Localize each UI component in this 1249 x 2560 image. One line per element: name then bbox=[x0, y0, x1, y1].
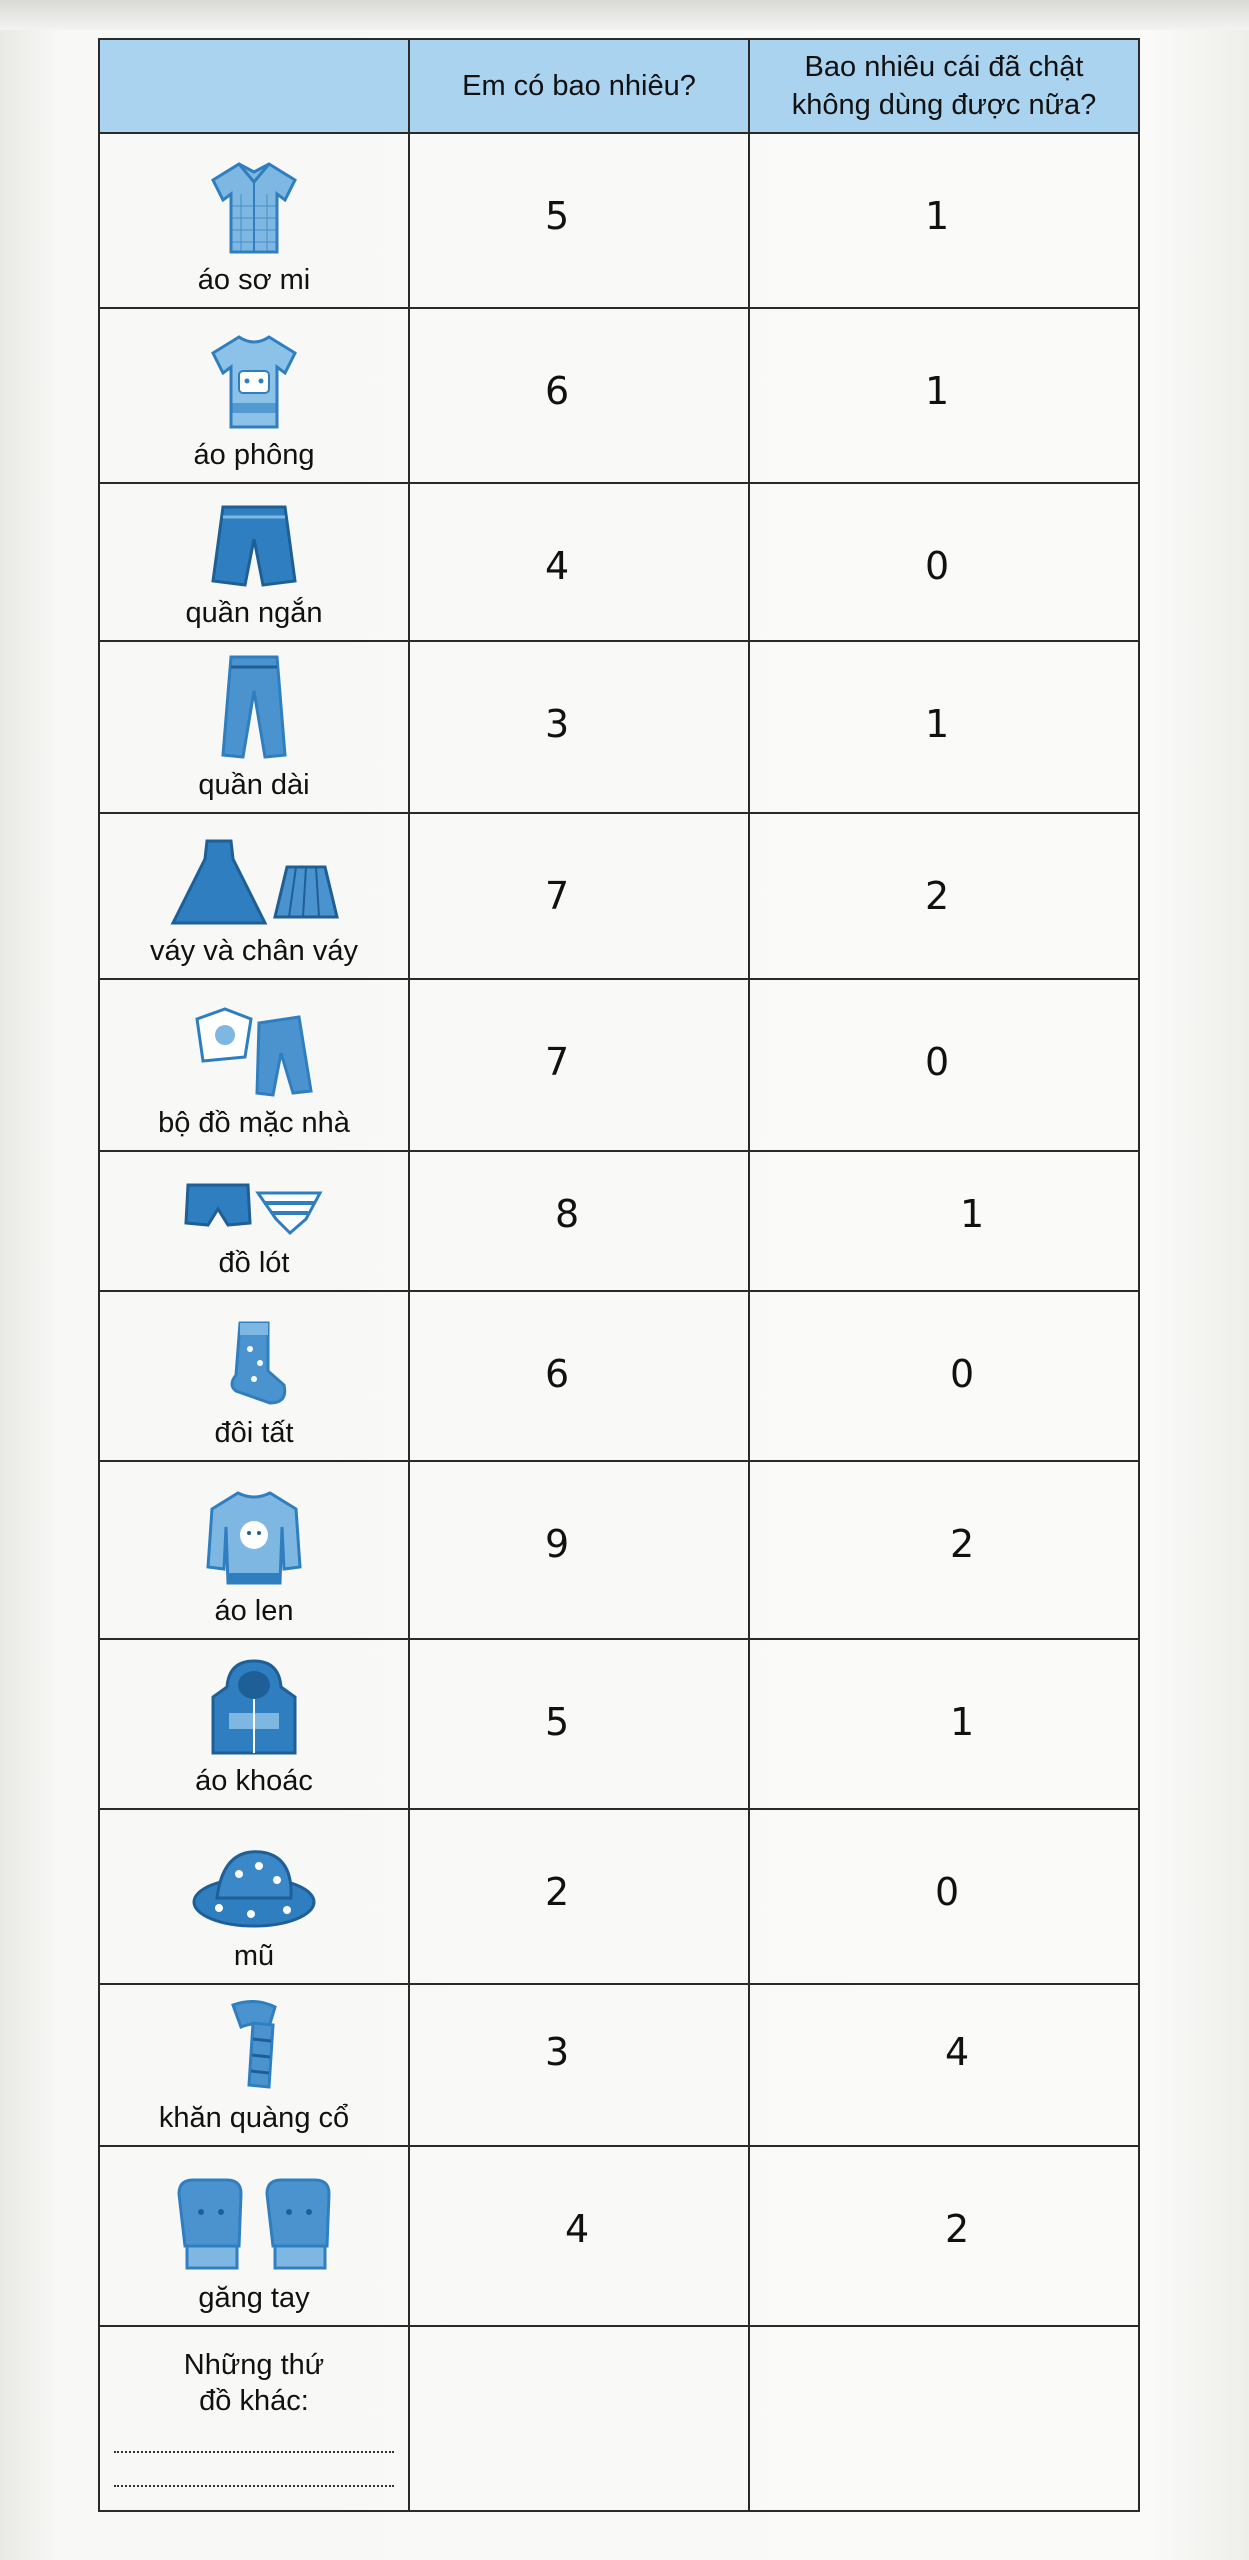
item-cell bbox=[99, 133, 409, 308]
header-count: Em có bao nhiêu? bbox=[409, 39, 749, 133]
write-line[interactable] bbox=[114, 2433, 394, 2453]
table-row bbox=[99, 483, 1139, 641]
other-items-label bbox=[100, 2327, 408, 2419]
sweater-icon bbox=[204, 1487, 304, 1587]
tight-cell: 1 bbox=[749, 133, 1139, 308]
clothing-inventory-table bbox=[98, 38, 1140, 2512]
tight-cell: 0 bbox=[749, 483, 1139, 641]
table-row bbox=[99, 2146, 1139, 2326]
socks-icon bbox=[214, 1319, 294, 1409]
item-cell bbox=[99, 979, 409, 1151]
shirt-icon bbox=[209, 156, 299, 256]
item-cell bbox=[99, 1291, 409, 1461]
pajamas-icon bbox=[189, 999, 319, 1099]
trousers-icon bbox=[219, 651, 289, 761]
item-cell bbox=[99, 1151, 409, 1291]
item-label: mũ bbox=[233, 1940, 275, 1972]
table-row bbox=[99, 308, 1139, 483]
tight-cell: 0 bbox=[749, 1809, 1139, 1984]
tight-cell: 2 bbox=[749, 2146, 1139, 2326]
table-row bbox=[99, 1151, 1139, 1291]
item-cell bbox=[99, 1984, 409, 2146]
item-cell bbox=[99, 483, 409, 641]
count-cell[interactable] bbox=[409, 2326, 749, 2511]
header-item bbox=[99, 39, 409, 133]
tight-cell: 2 bbox=[749, 813, 1139, 979]
dress-skirt-icon bbox=[169, 837, 339, 927]
count-cell: 4 bbox=[409, 483, 749, 641]
shorts-icon bbox=[209, 499, 299, 589]
table-row bbox=[99, 641, 1139, 813]
page-top-edge bbox=[0, 0, 1249, 30]
count-cell: 5 bbox=[409, 1639, 749, 1809]
item-cell bbox=[99, 2146, 409, 2326]
tight-cell: 1 bbox=[749, 1639, 1139, 1809]
count-cell: 3 bbox=[409, 1984, 749, 2146]
tight-cell: 1 bbox=[749, 641, 1139, 813]
header-row bbox=[99, 39, 1139, 133]
count-cell: 7 bbox=[409, 813, 749, 979]
item-cell bbox=[99, 813, 409, 979]
count-cell: 3 bbox=[409, 641, 749, 813]
table-row bbox=[99, 1809, 1139, 1984]
item-label: áo sơ mi bbox=[197, 264, 311, 296]
item-cell bbox=[99, 308, 409, 483]
tight-cell: 1 bbox=[749, 308, 1139, 483]
item-label: đôi tất bbox=[214, 1417, 294, 1449]
scarf-icon bbox=[219, 1999, 289, 2094]
count-cell: 5 bbox=[409, 133, 749, 308]
item-cell bbox=[99, 1461, 409, 1639]
header-tight: Bao nhiêu cái đã chật không dùng được nữa? bbox=[749, 39, 1139, 133]
item-cell bbox=[99, 1809, 409, 1984]
item-cell bbox=[99, 1639, 409, 1809]
tshirt-icon bbox=[209, 331, 299, 431]
item-label: áo phông bbox=[193, 439, 315, 471]
count-cell: 2 bbox=[409, 1809, 749, 1984]
jacket-icon bbox=[209, 1657, 299, 1757]
table-row bbox=[99, 1639, 1139, 1809]
gloves-icon bbox=[169, 2174, 339, 2274]
count-cell: 8 bbox=[409, 1151, 749, 1291]
table-row bbox=[99, 1984, 1139, 2146]
hat-icon bbox=[189, 1842, 319, 1932]
write-line[interactable] bbox=[114, 2467, 394, 2487]
tight-cell: 0 bbox=[749, 979, 1139, 1151]
item-cell bbox=[99, 2326, 409, 2511]
table-row bbox=[99, 1461, 1139, 1639]
other-items-label-line2: đồ khác: bbox=[199, 2385, 309, 2417]
item-label: găng tay bbox=[198, 2282, 310, 2314]
count-cell: 9 bbox=[409, 1461, 749, 1639]
item-label: quần ngắn bbox=[185, 597, 323, 629]
item-cell bbox=[99, 641, 409, 813]
tight-cell[interactable] bbox=[749, 2326, 1139, 2511]
item-label: áo len bbox=[214, 1595, 294, 1627]
count-cell: 6 bbox=[409, 308, 749, 483]
item-label: áo khoác bbox=[195, 1765, 313, 1797]
item-label: quần dài bbox=[198, 769, 310, 801]
underwear-icon bbox=[184, 1179, 324, 1239]
item-label: đồ lót bbox=[218, 1247, 290, 1279]
table-row bbox=[99, 979, 1139, 1151]
table-row bbox=[99, 133, 1139, 308]
count-cell: 4 bbox=[409, 2146, 749, 2326]
tight-cell: 0 bbox=[749, 1291, 1139, 1461]
tight-cell: 2 bbox=[749, 1461, 1139, 1639]
tight-cell: 1 bbox=[749, 1151, 1139, 1291]
table-row bbox=[99, 2326, 1139, 2511]
item-label: váy và chân váy bbox=[150, 935, 358, 967]
count-cell: 7 bbox=[409, 979, 749, 1151]
count-cell: 6 bbox=[409, 1291, 749, 1461]
other-items-label-line1: Những thứ bbox=[183, 2349, 325, 2381]
item-label: khăn quàng cổ bbox=[158, 2102, 350, 2134]
table-row bbox=[99, 813, 1139, 979]
tight-cell: 4 bbox=[749, 1984, 1139, 2146]
table-row bbox=[99, 1291, 1139, 1461]
item-label: bộ đồ mặc nhà bbox=[158, 1107, 350, 1139]
